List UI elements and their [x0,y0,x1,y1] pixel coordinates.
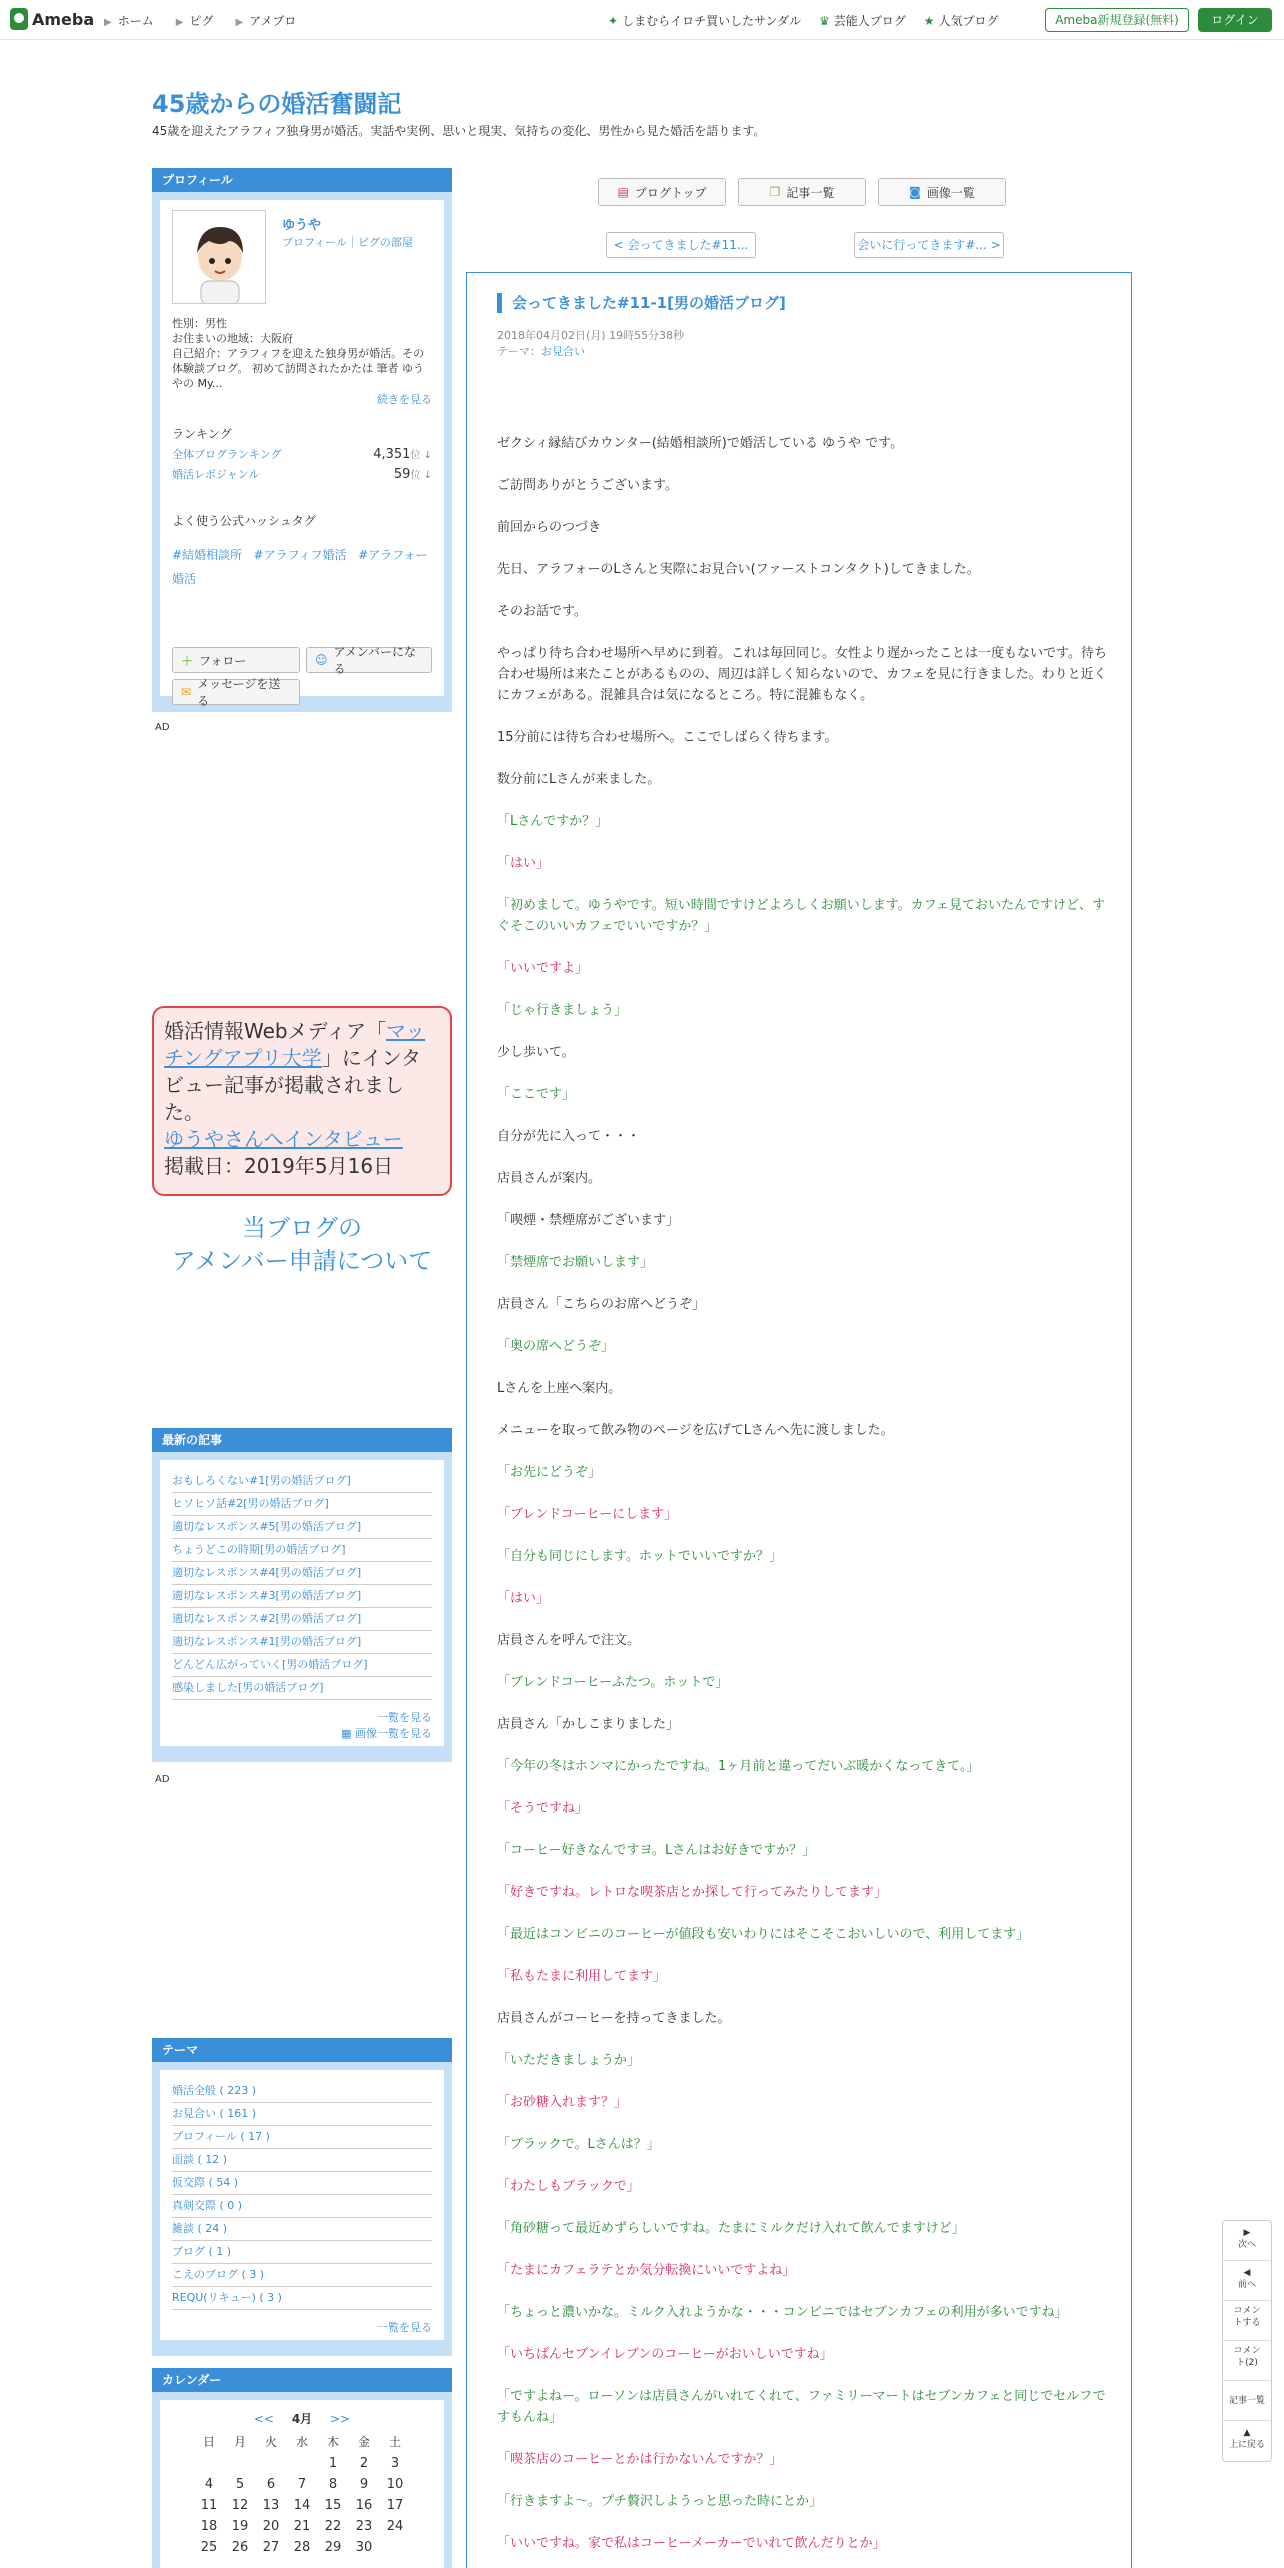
calendar-prev[interactable]: << [253,2412,274,2426]
recent-article-link[interactable]: ちょうどこの時期[男の婚活ブログ] [172,1539,432,1562]
amember-button-label: アメンバーになる [333,645,416,676]
recent-article-link[interactable]: 感染しました[男の婚活ブログ] [172,1677,432,1700]
interview-notice [152,1006,452,1196]
calendar-weekday: 土 [388,2435,401,2449]
profile-details [172,316,432,391]
float-prev-label: 前へ [1237,2280,1256,2290]
follow-button[interactable] [172,647,300,673]
next-article-link[interactable]: 会いに行ってきます#... > [854,232,1004,258]
float-comment[interactable] [1223,2301,1271,2341]
interview-media-link[interactable]: マッチングアプリ大学 [164,1019,426,1070]
ranking-genre-label[interactable]: 婚活レボジャンル [172,468,260,481]
link-celebrity-label: 芸能人ブログ [833,14,906,28]
article-paragraph: 「ブラックで。Lさんは？」 [497,2137,660,2152]
profile-links[interactable]: プロフィール｜ピグの部屋 [282,236,413,249]
theme-item[interactable]: 雑談 ( 24 ) [172,2218,432,2241]
interview-date: 掲載日：2019年5月16日 [164,1154,394,1178]
article-list-button[interactable] [738,178,866,206]
recent-articles-inner [160,1460,444,1746]
ranking-unit: 位 ↓ [410,470,432,481]
ranking-overall-value-wrap [373,446,432,462]
recent-articles-heading: 最新の記事 [152,1428,452,1452]
calendar-next[interactable]: >> [330,2412,351,2426]
recent-article-link[interactable]: 適切なレスポンス#5[男の婚活ブログ] [172,1516,432,1539]
profile-intro: 自己紹介：アラフィフを迎えた独身男が婚活。その体験談ブログ。 初めて訪問されたかたは 筆者 ゆうやの My... [172,347,425,390]
article-paragraph: 「ブレンドコーヒーにします」 [497,1507,678,1522]
float-top-label: 上に戻る [1228,2440,1265,2450]
calendar-weekday: 金 [357,2435,370,2449]
star-icon: ★ [923,14,935,28]
hashtag-item[interactable]: 婚活 [172,572,197,586]
nav-ameblo-label: アメブロ [249,14,297,28]
ranking-overall-value: 4,351 [373,447,411,462]
article-paragraph: 「Lさんですか？」 [497,814,609,829]
recent-article-link[interactable]: ヒソヒソ話#2[男の婚活ブログ] [172,1493,432,1516]
calendar-day: 24 [386,2519,404,2534]
blog-title[interactable]: 45歳からの婚活奮闘記 [152,90,402,118]
article-paragraph: 「そうですね」 [497,1801,589,1816]
hashtag-list [172,543,432,591]
calendar-day [380,2540,411,2555]
article-paragraph: 「今年の冬はホンマにかったですね。1ヶ月前と違ってだいぶ暖かくなってきて。」 [497,1759,980,1774]
article-paragraph: 「行きますよ～。プチ贅沢しようっと思った時にとか」 [497,2494,823,2509]
calendar-inner [160,2400,444,2568]
calendar-day: 14 [293,2498,311,2513]
camera-icon: ◙ [909,185,921,199]
nav-pigg-label: ピグ [189,14,214,28]
calendar-weekday: 月 [233,2435,246,2449]
article-paragraph: 「私もたまに利用してます」 [497,1969,667,1984]
top-links [608,12,999,29]
article-paragraph: 「角砂糖って最近めずらしいですね。たまにミルクだけ入れて飲んでますけど」 [497,2221,965,2236]
calendar-day: 26 [231,2540,249,2555]
login-button[interactable]: ログイン [1198,8,1272,32]
triangle-left-icon: ◀ [1243,2268,1251,2278]
article-title[interactable]: 会ってきました#11-1[男の婚活ブログ] [497,293,786,313]
article-paragraph: 「はい」 [497,856,550,871]
calendar-grid [172,2433,432,2555]
interview-article-link[interactable]: ゆうやさんへインタビュー [164,1127,403,1151]
float-prev[interactable] [1223,2261,1271,2301]
ranking-genre-value-wrap [394,466,432,482]
profile-buttons [172,645,432,708]
chevron-right-icon: ▶ [104,17,112,28]
ranking-row-genre [172,466,432,482]
ranking-overall-label[interactable]: 全体ブログランキング [172,448,282,461]
amember-line-2: アメンバー申請について [171,1247,433,1275]
ranking-unit: 位 ↓ [410,450,432,461]
article-paragraph: 店員さんがコーヒーを持ってきました。 [497,2011,731,2026]
calendar-day: 11 [200,2498,218,2513]
calendar-day: 2 [359,2456,369,2471]
avatar[interactable] [172,210,266,304]
nav-home-label: ホーム [117,14,154,28]
article-paragraph: 「初めまして。ゆうやです。短い時間ですけどよろしくお願いします。カフェ見ておいたんですけど、すぐそこのいいカフェでいいですか？」 [497,898,1106,934]
ranking-genre-value: 59 [393,467,411,482]
article-paragraph: 「喫茶店のコーヒーとかは行かないんですか？」 [497,2452,783,2467]
theme-item[interactable]: REQU(リキュー) ( 3 ) [172,2287,432,2310]
message-button-label: メッセージを送る [197,677,281,708]
article-paragraph: 「ここです」 [497,1087,576,1102]
recent-article-link[interactable]: 適切なレスポンス#2[男の婚活ブログ] [172,1608,432,1631]
article-paragraph: やっぱり待ち合わせ場所へ早めに到着。これは毎回同じ。女性より遅かったことは一度もないです。待ち合わせ場所は来たことがあるものの、周辺は詳しく知らないので、カフェを見に行きました。わりと近くにカフェがある。混雑具合は気になるところ。特に混雑もなく。 [497,646,1107,703]
calendar-heading: カレンダー [152,2368,452,2392]
interview-text-2: 」にインタビュー記事が掲載されました。 [164,1046,422,1124]
link-sandal[interactable] [608,12,801,29]
theme-more-link[interactable]: 一覧を見る [377,2321,432,2334]
hashtag-item[interactable]: #結婚相談所 [172,548,243,562]
article-paragraph: 「コーヒー好きなんですヨ。Lさんはお好きですか？」 [497,1843,816,1858]
avatar-illustration [173,211,266,304]
float-comments-count[interactable] [1223,2341,1271,2381]
calendar-day: 23 [355,2519,373,2534]
article-paragraph: 「禁煙席でお願いします」 [497,1255,654,1270]
calendar-day: 9 [359,2477,369,2492]
calendar-day: 19 [231,2519,249,2534]
nav-pigg[interactable] [176,12,214,29]
article-theme [497,343,585,359]
article-body [497,433,1107,2568]
calendar-day: 22 [324,2519,342,2534]
triangle-right-icon: ▶ [1243,2228,1251,2238]
article-paragraph: 自分が先に入って・・・ [497,1129,641,1144]
amember-button[interactable] [306,645,432,676]
calendar-weekday: 火 [264,2435,277,2449]
article-paragraph: 「いただきましょうか」 [497,2053,641,2068]
theme-item[interactable]: 仮交際 ( 54 ) [172,2172,432,2195]
link-sandal-label: しまむらイロチ買いしたサンダル [622,14,801,28]
follow-button-label: フォロー [199,653,247,668]
float-comment-label: コメントする [1233,2306,1261,2328]
calendar-day: 17 [386,2498,404,2513]
article-paragraph: ゼクシィ縁結びカウンター(結婚相談所)で婚活している ゆうや です。 [497,436,904,451]
calendar-day [287,2456,318,2471]
calendar-day: 15 [324,2498,342,2513]
calendar-day: 4 [204,2477,214,2492]
document-icon: ▤ [617,185,629,199]
prev-article-link[interactable]: < 会ってきました#11... [606,232,756,258]
link-popular-blog[interactable] [924,12,999,29]
article-paragraph: 「いちばんセブンイレブンのコーヒーがおいしいですね」 [497,2347,833,2362]
register-button[interactable]: Ameba新規登録(無料) [1045,8,1189,32]
calendar-day: 8 [328,2477,338,2492]
link-popular-label: 人気ブログ [938,14,999,28]
article-paragraph: ご訪問ありがとうございます。 [497,478,678,493]
envelope-icon: ✉ [181,685,192,699]
calendar-weekday: 日 [202,2435,215,2449]
image-icon: ▦ [341,1727,355,1740]
calendar-day: 7 [297,2477,307,2492]
profile-heading: プロフィール [152,168,452,192]
chevron-right-icon: ▶ [235,17,244,28]
article-paragraph: 「わたしもブラックで」 [497,2179,640,2194]
calendar-weekday: 水 [295,2435,308,2449]
calendar-day [256,2456,287,2471]
plus-icon: ＋ [181,653,194,668]
calendar-day: 6 [266,2477,276,2492]
article-paragraph: 店員さん「かしこまりました」 [497,1717,680,1732]
theme-inner [160,2070,444,2340]
recent-images-more-link[interactable] [172,1726,432,1742]
article-paragraph: メニューを取って飲み物のページを広げてLさんへ先に渡しました。 [497,1423,894,1438]
member-icon: ☺ [315,653,328,667]
floating-nav [1222,2220,1272,2462]
blog-top-button[interactable] [598,178,726,206]
nav-ameblo[interactable] [235,12,296,29]
theme-item[interactable]: 面談 ( 12 ) [172,2149,432,2172]
calendar-day: 5 [235,2477,245,2492]
calendar-day [225,2456,256,2471]
profile-name[interactable]: ゆうや [282,218,322,233]
calendar-day: 20 [262,2519,280,2534]
calendar-day: 29 [324,2540,342,2555]
theme-item[interactable]: こえのブログ ( 3 ) [172,2264,432,2287]
theme-item[interactable]: ブログ ( 1 ) [172,2241,432,2264]
article-date: 2018年04月02日(月) 19時55分38秒 [497,329,685,342]
crown-icon: ♛ [818,14,830,28]
article-paragraph: 「ブレンドコーヒーふたつ。ホットで」 [497,1675,729,1690]
recent-article-link[interactable]: 適切なレスポンス#4[男の婚活ブログ] [172,1562,432,1585]
article-paragraph: 「じゃ行きましょう」 [497,1003,628,1018]
article [466,272,1132,2568]
article-paragraph: 「自分も同じにします。ホットでいいですか？」 [497,1549,782,1564]
theme-heading: テーマ [152,2038,452,2062]
profile-inner [160,200,444,708]
article-paragraph: 「好きですね。レトロな喫茶店とか探して行ってみたりしてます」 [497,1885,888,1900]
calendar-nav [172,2410,432,2427]
article-list-label: 記事一覧 [786,185,835,200]
article-paragraph: 店員さんを呼んで注文。 [497,1633,641,1648]
article-paragraph: Lさんを上座へ案内。 [497,1381,622,1396]
float-article-list-label: 記事一覧 [1228,2396,1265,2406]
profile-sex: 性別：男性 [172,317,227,330]
recent-article-link[interactable]: 適切なレスポンス#1[男の婚活ブログ] [172,1631,432,1654]
theme-item[interactable]: 婚活全般 ( 223 ) [172,2080,432,2103]
ameba-logo[interactable] [10,8,94,30]
amember-application-link[interactable] [152,1212,452,1278]
article-paragraph: 店員さん「こちらのお席へどうぞ」 [497,1297,706,1312]
top-nav [104,12,296,29]
ameba-logo-icon [10,8,28,30]
triangle-up-icon: ▲ [1243,2428,1251,2438]
article-paragraph: 「たまにカフェラテとか気分転換にいいですよね」 [497,2263,796,2278]
blog-nav-buttons [598,178,1006,206]
calendar-day: 30 [355,2540,373,2555]
article-paragraph: 「奥の席へどうぞ」 [497,1339,615,1354]
recent-article-link[interactable]: どんどん広がっていく[男の婚活ブログ] [172,1654,432,1677]
chevron-right-icon: ▶ [175,17,184,28]
hashtag-heading: よく使う公式ハッシュタグ [172,514,316,528]
recent-article-link[interactable]: 適切なレスポンス#3[男の婚活ブログ] [172,1585,432,1608]
article-paragraph: 「いいですね。家で私はコーヒーメーカーでいれて飲んだりとか」 [497,2536,886,2551]
theme-box [152,2038,452,2356]
article-paragraph: 「お砂糖入れます？」 [497,2095,628,2110]
calendar-day: 12 [231,2498,249,2513]
calendar-day: 21 [293,2519,311,2534]
float-next[interactable] [1223,2221,1271,2261]
article-paragraph: 「喫煙・禁煙席がございます」 [497,1213,680,1228]
theme-item[interactable]: プロフィール ( 17 ) [172,2126,432,2149]
article-paragraph: 前回からのつづき [497,520,602,535]
article-paragraph: 「はい」 [497,1591,550,1606]
calendar-day: 1 [328,2456,338,2471]
nav-home[interactable] [104,12,154,29]
article-paragraph: 数分前にLさんが来ました。 [497,772,661,787]
ad-label: AD [155,722,170,733]
calendar-weekday: 木 [326,2435,339,2449]
recent-articles-box [152,1428,452,1762]
article-paragraph: 少し歩いて。 [497,1045,575,1060]
calendar-day: 25 [200,2540,218,2555]
calendar-month: 4月 [291,2412,313,2426]
amember-line-1: 当ブログの [242,1214,362,1242]
calendar-day: 27 [262,2540,280,2555]
float-next-label: 次へ [1237,2240,1256,2250]
calendar-day: 16 [355,2498,373,2513]
profile-box [152,168,452,712]
float-comments-label: コメント(2) [1233,2346,1261,2368]
blog-description: 45歳を迎えたアラフィフ独身男が婚活。実話や実例、思いと現実、気持ちの変化、男性から見た婚活を語ります。 [152,124,766,138]
article-paragraph: 「いいですよ」 [497,961,589,976]
image-list-label: 画像一覧 [926,185,975,200]
article-paragraph: 「ですよねー。ローソンは店員さんがいれてくれて、ファミリーマートはセブンカフェと同じでセルフですもんね」 [497,2389,1106,2425]
recent-article-link[interactable]: おもしろくない#1[男の婚活ブログ] [172,1470,432,1493]
theme-label: テーマ： [497,345,541,358]
ad-label: AD [155,1774,170,1785]
blog-top-label: ブログトップ [634,185,707,200]
article-pager [606,232,1004,258]
hashtag-item[interactable]: #アラフォー [358,548,428,562]
profile-area: お住まいの地域：大阪府 [172,332,293,345]
ranking-heading: ランキング [172,427,232,441]
profile-more-link[interactable]: 続きを見る [377,393,432,406]
recent-images-more-label: 画像一覧を見る [355,1727,432,1740]
sparkle-icon: ✦ [608,14,619,28]
article-paragraph: 「お先にどうぞ」 [497,1465,602,1480]
copy-icon: ❐ [769,185,781,199]
logo-text: Ameba [32,9,95,29]
message-button[interactable] [172,677,300,708]
theme-item[interactable]: 真剣交際 ( 0 ) [172,2195,432,2218]
article-paragraph: そのお話です。 [497,604,587,619]
interview-text-1: 婚活情報Webメディア「 [164,1019,387,1043]
float-back-to-top[interactable] [1223,2421,1271,2461]
article-paragraph: 先日、アラフォーのLさんと実際にお見合い(ファーストコンタクト)してきました。 [497,562,980,577]
hashtag-item[interactable]: #アラフィフ婚活 [253,548,347,562]
article-paragraph: 「ちょっと濃いかな。ミルク入れようかな・・・コンビニではセブンカフェの利用が多いですね」 [497,2305,1068,2320]
ranking-row-overall [172,446,432,462]
link-celebrity-blog[interactable] [819,12,906,29]
theme-item[interactable]: お見合い ( 161 ) [172,2103,432,2126]
article-paragraph: 「最近はコンビニのコーヒーが値段も安いわりにはそこそこおいしいので、利用してます」 [497,1927,1030,1942]
float-article-list[interactable] [1223,2381,1271,2421]
calendar-day: 3 [390,2456,400,2471]
recent-list-more-link[interactable]: 一覧を見る [377,1711,432,1724]
calendar-day: 10 [386,2477,404,2492]
article-paragraph: 15分前には待ち合わせ場所へ。ここでしばらく待ちます。 [497,730,838,745]
article-paragraph: 店員さんが案内。 [497,1171,602,1186]
calendar-box [152,2368,452,2568]
calendar-day [194,2456,225,2471]
calendar-day: 18 [200,2519,218,2534]
calendar-day: 28 [293,2540,311,2555]
calendar-day: 13 [262,2498,280,2513]
global-header [0,0,1284,40]
theme-link[interactable]: お見合い [541,345,585,358]
image-list-button[interactable] [878,178,1006,206]
